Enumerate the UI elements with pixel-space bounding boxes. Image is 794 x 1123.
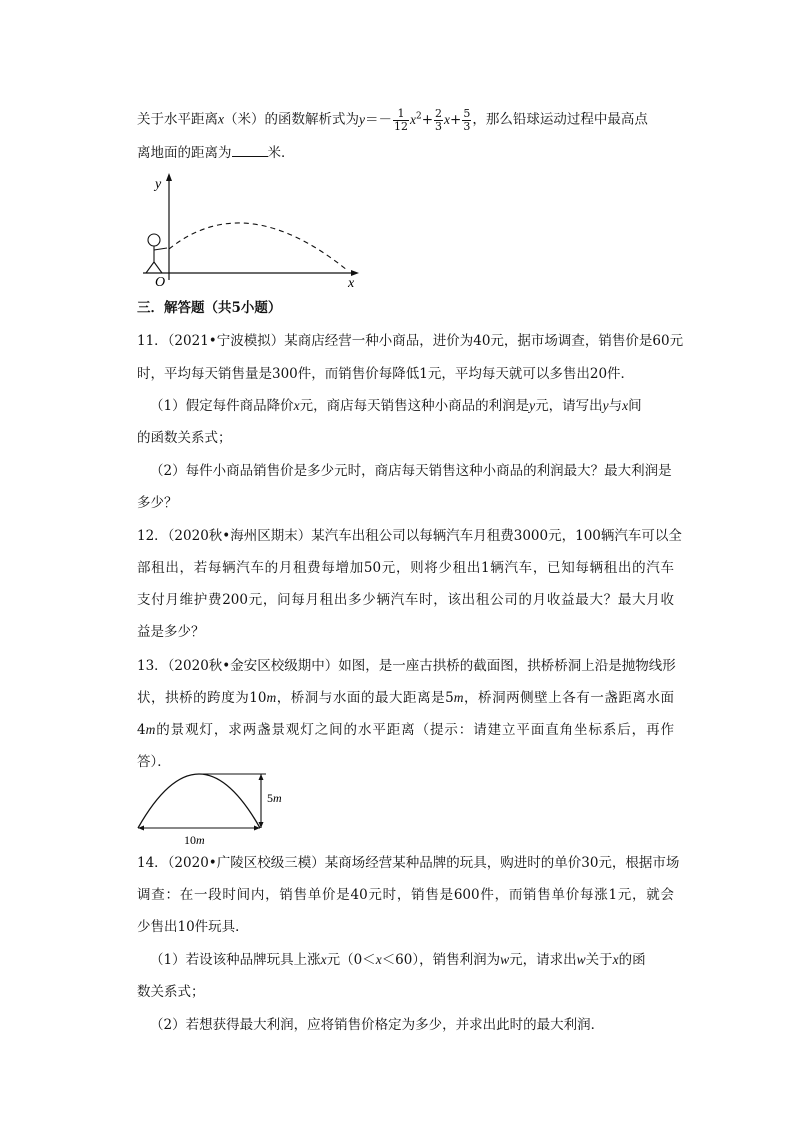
height-label: 5m <box>267 791 282 805</box>
q11-part-1: （1）假定每件商品降价x元，商店每天销售这种小商品的利润是y元，请写出y与x间 <box>150 398 642 414</box>
q13-line-1: 13．（2020秋•金安区校级期中）如图，是一座古拱桥的截面图，拱桥桥洞上沿是抛物线形 <box>137 658 676 674</box>
q11-part-2: （2）每件小商品销售价是多少元时，商店每天销售这种小商品的利润最大？最大利润是 <box>150 463 672 479</box>
x-axis-label: x <box>348 276 355 291</box>
q13-line-2: 状，拱桥的跨度为10m，桥洞与水面的最大距离是5m，桥洞两侧壁上各有一盏距离水面 <box>137 690 674 706</box>
trajectory-dashed-curve <box>169 223 347 270</box>
span-label: 10m <box>184 833 205 847</box>
function-formula: y＝－ $\frac{1}{12}$ $x^2+$ $\frac{2}{3}$ x+ $\frac{5}{3}$ <box>359 106 471 133</box>
q12-line-3: 支付月维护费200元，问每月租出多少辆汽车时，该出租公司的月收益最大？最大月收 <box>137 592 674 608</box>
q13-line-4: 答）． <box>137 754 171 770</box>
var-x: x <box>218 111 224 127</box>
answer-blank <box>232 142 268 157</box>
y-axis-arrow <box>166 173 172 181</box>
q10-text: （米）的函数解析式为 <box>224 111 359 128</box>
y-axis-label: y <box>155 177 162 192</box>
fraction-2-3: $\frac{2}{3}$ <box>435 106 443 133</box>
q11-line-1: 11．（2021•宁波模拟）某商店经营一种小商品，进价为40元，据市场调查，销售价是60元 <box>137 333 684 349</box>
var-x: x <box>444 111 451 127</box>
q10-line-1 <box>137 104 648 133</box>
q14-line-3: 少售出10件玩具． <box>137 919 249 935</box>
q12-line-4: 益是多少？ <box>137 624 205 640</box>
figure-head <box>148 234 160 246</box>
fraction-5-3: $\frac{5}{3}$ <box>463 106 471 133</box>
shot-put-graph <box>135 170 365 292</box>
var-y: y <box>359 111 365 127</box>
q10-line-2: 离地面的距离为 米． <box>137 142 295 163</box>
exponent: 2 <box>416 111 422 121</box>
q11-line-4: 的函数关系式； <box>137 430 232 446</box>
q14-line-5: 数关系式； <box>137 984 205 1000</box>
q14-line-2: 调查：在一段时间内，销售单价是40元时，销售是600件，而销售单价每涨1元，就会 <box>137 887 674 903</box>
formula-eq: ＝－ <box>365 111 392 128</box>
q11-line-2: 时，平均每天销售量是300件，而销售价每降低1元，平均每天就可以多售出20件． <box>137 366 635 382</box>
q10-text: 关于水平距离 <box>137 111 218 128</box>
fraction-1-12: $\frac{1}{12}$ <box>394 106 408 133</box>
q12-line-2: 部租出，若每辆汽车的月租费每增加50元，则将少租出1辆汽车，已知每辆租出的汽车 <box>137 560 674 576</box>
q14-part-1: （1）若设该种品牌玩具上涨x元（0＜x＜60），销售利润为w元，请求出w关于x的函 <box>150 952 646 968</box>
q14-line-1: 14．（2020•广陵区校级三模）某商场经营某种品牌的玩具，购进时的单价30元，根据市场 <box>137 855 680 871</box>
section-title: 三．解答题（共5小题） <box>137 300 282 316</box>
q11-line-6: 多少？ <box>137 495 178 511</box>
arch-parabola <box>138 774 260 828</box>
q13-line-3: 4m的景观灯，求两盏景观灯之间的水平距离（提示：请建立平面直角坐标系后，再作 <box>137 722 674 738</box>
q14-part-2: （2）若想获得最大利润，应将销售价格定为多少，并求出此时的最大利润． <box>150 1017 605 1033</box>
q10-text: ，那么铅球运动过程中最高点 <box>472 111 648 128</box>
var-x: x <box>410 111 416 127</box>
q12-line-1: 12．（2020秋•海州区期末）某汽车出租公司以每辆汽车月租费3000元，100辆汽车可以全 <box>137 528 682 544</box>
arch-bridge-figure <box>135 758 295 850</box>
origin-label: O <box>155 275 166 290</box>
